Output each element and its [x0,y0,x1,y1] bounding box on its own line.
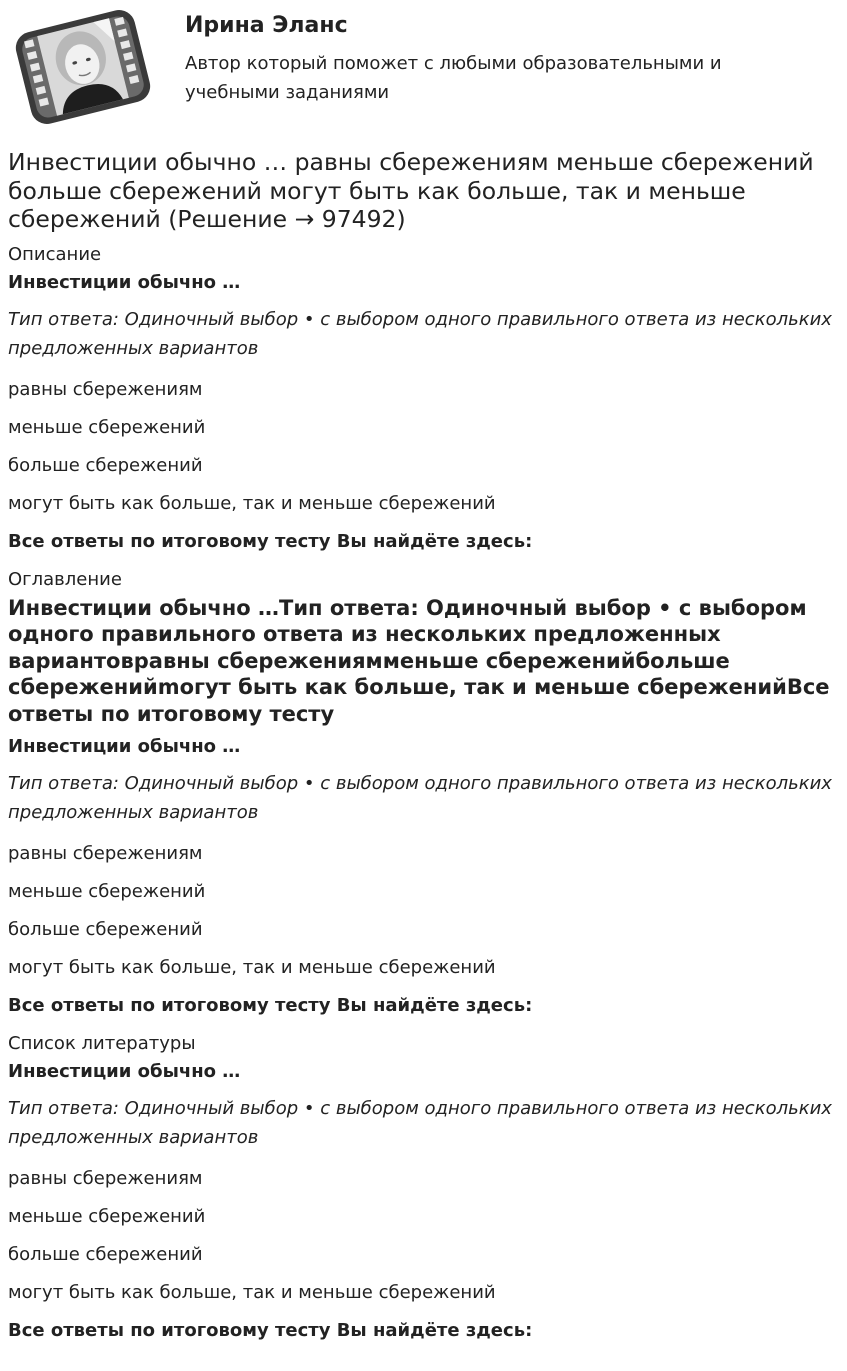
answer-type: Тип ответа: Одиночный выбор • с выбором одного правильного ответа из нескольких предложенных вариантов [8,308,832,359]
answer-option: равны сбережениям [8,843,203,864]
all-answers-text: Все ответы по итоговому тесту Вы найдёте здесь: [8,530,533,552]
answer-option: больше сбережений [8,454,203,476]
description-section [8,244,838,553]
answer-option: меньше сбережений [8,1206,206,1227]
answer-type: Тип ответа: Одиночный выбор • с выбором одного правильного ответа из нескольких предложенных вариантов [8,773,832,823]
page-title: Инвестиции обычно … равны сбережениям меньше сбережений больше сбережений могут быть как больше, так и меньше сбережений (Решение → 97492) [8,148,814,233]
author-description: Автор который поможет с любыми образовательными и учебными заданиями [185,53,722,103]
answer-option: могут быть как больше, так и меньше сбережений [8,957,496,978]
literature-section [8,1033,838,1342]
question-title: Инвестиции обычно … [8,1061,241,1082]
answer-option: могут быть как больше, так и меньше сбережений [8,1282,496,1303]
page-content [8,0,838,1342]
answer-option: больше сбережений [8,1244,203,1265]
question-title: Инвестиции обычно … [8,271,241,293]
all-answers-text: Все ответы по итоговому тесту Вы найдёте здесь: [8,1320,533,1341]
all-answers-text: Все ответы по итоговому тесту Вы найдёте здесь: [8,995,533,1016]
author-card [8,0,838,135]
toc-heading: Инвестиции обычно …Тип ответа: Одиночный выбор • с выбором одного правильного ответа из нескольких предложенных вариантовравны сбережениямменьше сбереженийбольше сбереженийmогут быть как больше, так и меньше сбереженийВсе ответы по итоговому тесту [8,595,830,726]
section-label-description: Описание [8,243,102,265]
answer-option: больше сбережений [8,919,203,940]
section-label-toc: Оглавление [8,568,122,590]
answer-option: меньше сбережений [8,416,206,438]
section-label-literature: Список литературы [8,1033,196,1054]
answer-option: меньше сбережений [8,881,206,902]
answer-option: равны сбережениям [8,378,203,400]
answer-type: Тип ответа: Одиночный выбор • с выбором одного правильного ответа из нескольких предложенных вариантов [8,1098,832,1148]
answer-option: равны сбережениям [8,1168,203,1189]
author-name[interactable]: Ирина Эланс [185,13,348,38]
author-avatar-icon[interactable] [8,6,158,128]
question-title: Инвестиции обычно … [8,736,241,757]
toc-section [8,569,838,1018]
answer-option: могут быть как больше, так и меньше сбережений [8,492,496,514]
